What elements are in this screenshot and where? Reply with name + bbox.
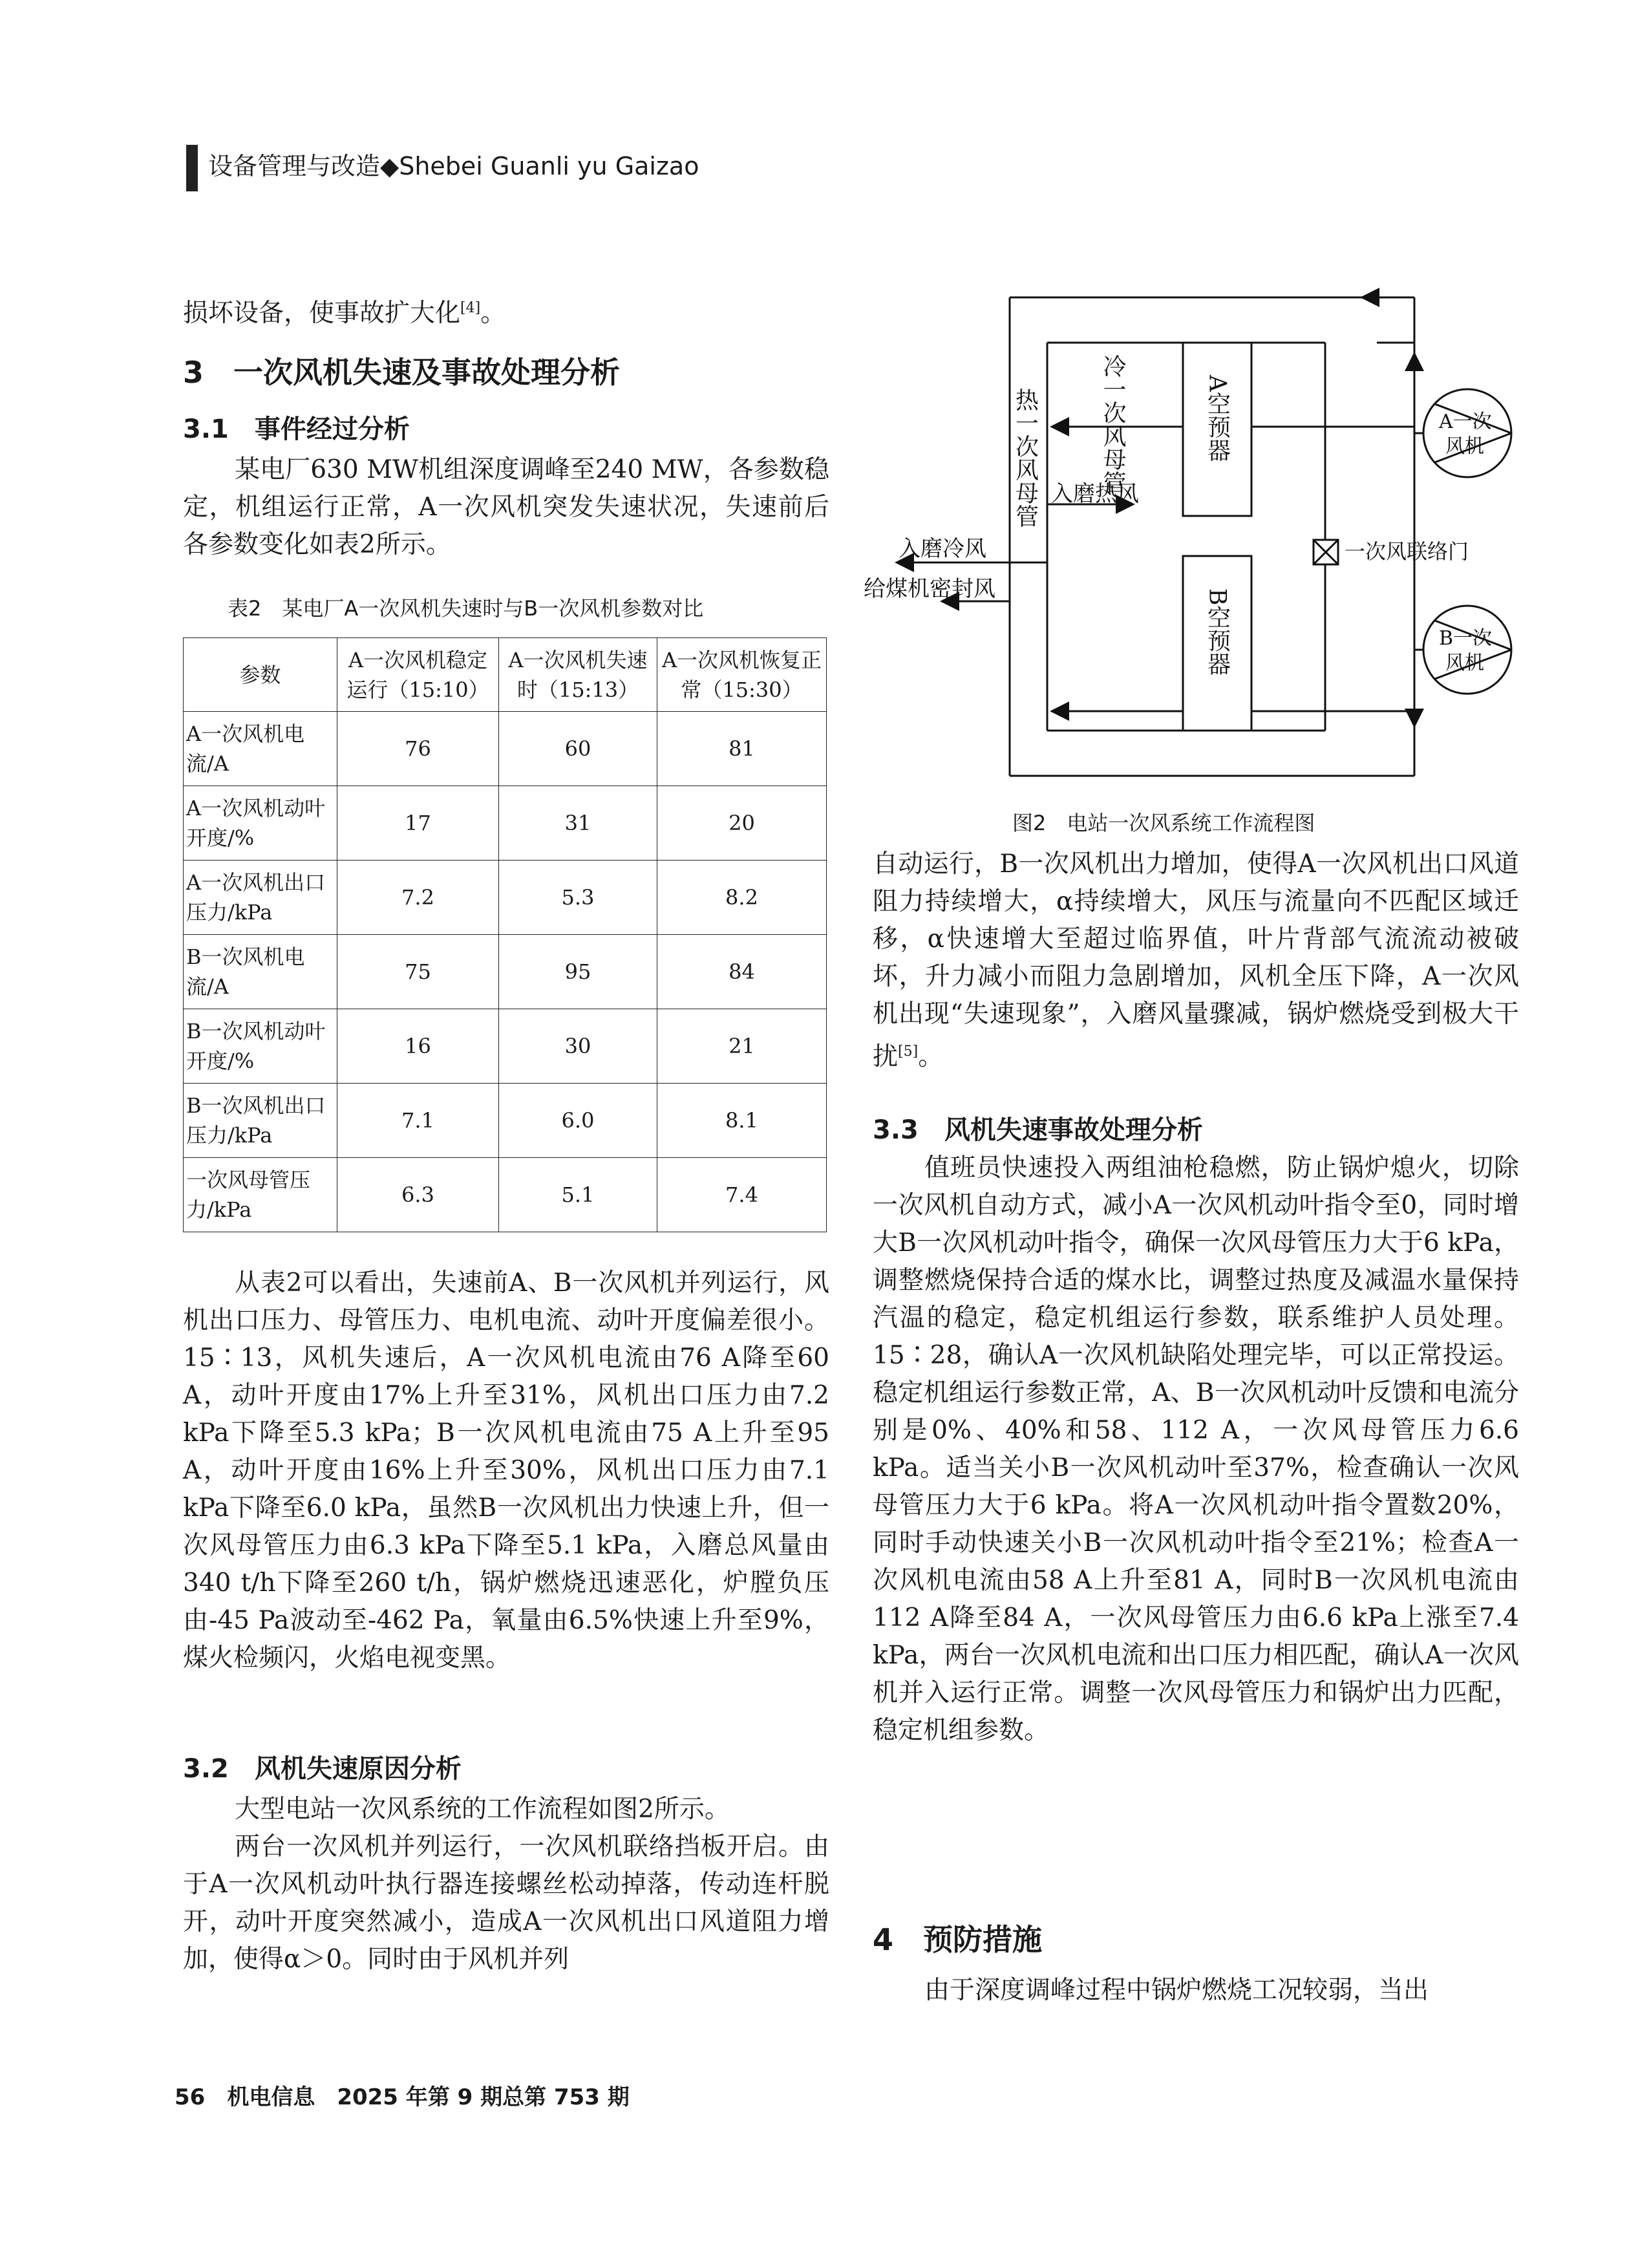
table-cell: 20 [657,786,827,861]
fan-a [1423,389,1511,477]
table-cell: 8.1 [657,1084,827,1158]
table-cell: 81 [657,712,827,786]
table-row [184,861,827,935]
table-row [184,1158,827,1232]
running-header: 设备管理与改造◆Shebei Guanli yu Gaizao [208,152,699,180]
table-row [184,786,827,861]
table-cell: 84 [657,935,827,1009]
subsection-heading: 3.1 事件经过分析 [183,414,410,444]
flow-diagram [860,284,1545,834]
table-cell: 5.1 [499,1158,657,1232]
subsection-heading: 3.3 风机失速事故处理分析 [873,1115,1203,1145]
table-header: A一次风机失速时（15:13） [499,638,657,712]
seal-fan-label: 给煤机密封风 [864,576,995,602]
paragraph: 从表2可以看出，失速前A、B一次风机并列运行，风机出口压力、母管压力、电机电流、动叶开度偏差很小。15∶13，风机失速后，A一次风机电流由76 A降至60 A，动叶开度由17%上升至31%，风机出口压力由7.2 kPa下降至5.3 kPa；B一次风机电流由75 A上升至95 A，动叶开度由16%上升至30%，风机出口压力由7.1 kPa下降至6.0 kPa，虽然B一次风机出力快速上升，但一次风母管压力由6.3 kPa下降至5.1 kPa，入磨总风量由340 t/h下降至260 t/h，锅炉燃烧迅速恶化，炉膛负压由-45 Pa波动至-462 Pa，氧量由6.5%快速上升至9%，煤火检频闪，火焰电视变黑。 [183,1268,829,1673]
table-cell: 7.2 [337,861,499,935]
table-cell: 16 [337,1009,499,1084]
table-row [184,935,827,1009]
section-heading: 4 预防措施 [873,1922,1043,1957]
table-cell: 5.3 [499,861,657,935]
table-cell: 6.3 [337,1158,499,1232]
table-cell: 7.4 [657,1158,827,1232]
cold-pipe-label: 冷一次风母管 [986,354,1126,381]
table-cell: 30 [499,1009,657,1084]
table-cell: A一次风机出口压力/kPa [184,861,337,935]
left-column [183,290,829,332]
table-header: 参数 [184,638,337,712]
paragraph: 由于深度调峰过程中锅炉燃烧工况较弱，当出 [924,1976,1429,2005]
header-bar [186,145,198,191]
table-cell: 6.0 [499,1084,657,1158]
table-cell: 31 [499,786,657,861]
table-cell: 21 [657,1009,827,1084]
paragraph: 某电厂630 MW机组深度调峰至240 MW，各参数稳定，机组运行正常，A一次风机突发失速状况，失速前后各参数变化如表2所示。 [183,455,829,559]
table-cell: A一次风机电流/A [184,712,337,786]
figure-caption: 图2 电站一次风系统工作流程图 [1012,811,1315,835]
table-cell: 8.2 [657,861,827,935]
fan-b-label-2: 风机 [1445,652,1484,674]
fan-a-label-2: 风机 [1445,435,1484,458]
page-footer: 56 机电信息 2025 年第 9 期总第 753 期 [175,2084,630,2110]
section-heading: 3 一次风机失速及事故处理分析 [183,355,621,390]
table-header: A一次风机稳定运行（15:10） [337,638,499,712]
fan-b [1423,606,1511,694]
subsection-heading: 3.2 风机失速原因分析 [183,1754,462,1784]
table-cell: 7.1 [337,1084,499,1158]
table-cell: 60 [499,712,657,786]
table-cell: A一次风机动叶开度/% [184,786,337,861]
table-2 [183,637,827,1232]
table-caption: 表2 某电厂A一次风机失速时与B一次风机参数对比 [228,596,704,621]
table-row [184,712,827,786]
hot-pipe-label: 热一次风母管 [1012,388,1039,528]
table-header: A一次风机恢复正常（15:30） [657,638,827,712]
table-cell: 17 [337,786,499,861]
paragraph: 大型电站一次风系统的工作流程如图2所示。 [235,1795,730,1824]
table-cell: 一次风母管压力/kPa [184,1158,337,1232]
table-row [184,1084,827,1158]
ph-a-label: A空预器 [1204,375,1231,462]
to-mill-cold-label: 入磨冷风 [899,536,986,562]
paragraph: 自动运行，B一次风机出力增加，使得A一次风机出口风道阻力持续增大，α持续增大，风压与流量向不匹配区域迁移，α快速增大至超过临界值，叶片背部气流流动被破坏，升力减小而阻力急剧增加，风机全压下降，A一次风机出现“失速现象”，入磨风量骤减，锅炉燃烧受到极大干扰[5]。 [873,850,1519,1071]
paragraph: 损坏设备，使事故扩大化[4]。 [183,299,506,328]
table-row [184,1009,827,1084]
ph-b-label: B空预器 [1204,588,1231,676]
table-cell: 75 [337,935,499,1009]
fan-a-label-1: A一次 [1439,411,1492,433]
paragraph: 值班员快速投入两组油枪稳燃，防止锅炉熄火，切除一次风机自动方式，减小A一次风机动叶指令至0，同时增大B一次风机动叶指令，确保一次风母管压力大于6 kPa，调整燃烧保持合适的煤水比，调整过热度及减温水量保持汽温的稳定，稳定机组运行参数，联系维护人员处理。15∶28，确认A一次风机缺陷处理完毕，可以正常投运。稳定机组运行参数正常，A、B一次风机动叶反馈和电流分别是0%、40%和58、112 A，一次风母管压力6.6 kPa。适当关小B一次风机动叶至37%，检查确认一次风母管压力大于6 kPa。将A一次风机动叶指令置数20%，同时手动快速关小B一次风机动叶指令至21%；检查A一次风机电流由58 A上升至81 A，同时B一次风机电流由112 A降至84 A，一次风母管压力由6.6 kPa上涨至7.4 kPa，两台一次风机电流和出口压力相匹配，确认A一次风机并入运行正常。调整一次风母管压力和锅炉出力匹配，稳定机组参数。 [873,1153,1519,1745]
table-cell: 76 [337,712,499,786]
table-cell: 95 [499,935,657,1009]
paragraph: 两台一次风机并列运行，一次风机联络挡板开启。由于A一次风机动叶执行器连接螺丝松动掉落，传动连杆脱开，动叶开度突然减小，造成A一次风机出口风道阻力增加，使得α＞0。同时由于风机并列 [183,1832,829,1974]
fan-b-label-1: B一次 [1439,627,1493,650]
table-cell: B一次风机动叶开度/% [184,1009,337,1084]
tie-door-label: 一次风联络门 [1345,539,1469,564]
table-cell: B一次风机出口压力/kPa [184,1084,337,1158]
to-mill-hot-label: 入磨热风 [1051,481,1139,507]
table-cell: B一次风机电流/A [184,935,337,1009]
